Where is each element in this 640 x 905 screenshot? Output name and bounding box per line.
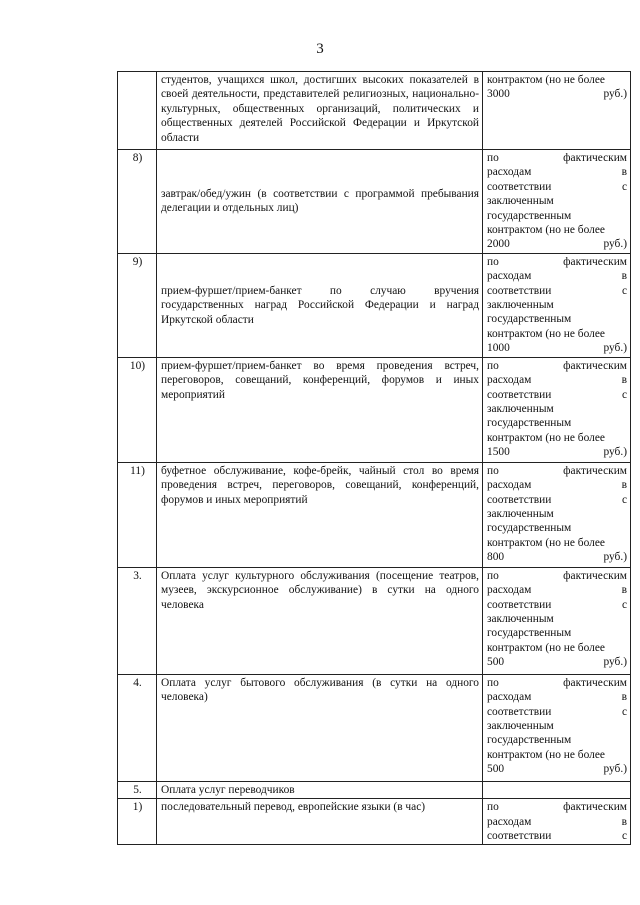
payment-limit-line: заключенным [487,720,554,733]
service-description: студентов, учащихся школ, достигших высоких показателей в своей деятельности, представителей религиозных, национально-культурных, общественных организаций, политических и общественных деятелей Российской Федерации и Иркутской области [157,72,483,150]
service-description: прием-фуршет/прием-банкет по случаю вручения государственных наград Российской Федерации и наград Иркутской области [157,253,483,357]
table-row [118,674,631,781]
row-number: 5. [133,783,142,796]
payment-limit-line: контрактом (но не более [487,431,605,444]
payment-limit-line: расходам в [487,691,627,704]
service-description: прием-фуршет/прием-банкет во время проведения встреч, переговоров, совещаний, конференций, форумов и иных мероприятий [157,357,483,462]
table-row [118,567,631,674]
payment-limit-line: государственным [487,627,572,640]
payment-limit-cell [483,253,631,357]
row-number-cell [118,674,157,781]
payment-limit-line: государственным [487,734,572,747]
payment-limit-line: соответствии с [487,493,627,506]
table-row [118,150,631,254]
row-number-cell [118,357,157,462]
page-number: 3 [316,41,324,57]
table-row [118,253,631,357]
payment-limit-line: по фактическим [487,152,627,164]
payment-limit-line: заключенным [487,613,554,626]
expense-norms-table [117,71,631,845]
row-number-cell [118,150,157,254]
payment-limit-line: по фактическим [487,676,627,689]
service-description: Оплата услуг культурного обслуживания (посещение театров, музеев, экскурсионное обслуживание) в сутки на одного человека [157,567,483,674]
payment-limit-line: по фактическим [487,464,627,477]
payment-limit-line: 3000 руб.) [487,88,627,101]
payment-limit-line: государственным [487,209,572,222]
service-description: Оплата услуг переводчиков [157,781,483,798]
payment-limit-cell [483,674,631,781]
payment-limit-line: по фактическим [487,359,627,372]
row-number-cell [118,253,157,357]
row-number-cell [118,799,157,845]
payment-limit-line: 500 руб.) [487,763,627,776]
payment-limit-line: государственным [487,522,572,535]
payment-limit-line: 1000 руб.) [487,342,627,355]
payment-limit-line: расходам в [487,166,627,179]
payment-limit-line: расходам в [487,374,627,387]
service-description: последовательный перевод, европейские языки (в час) [157,799,483,845]
payment-limit-line: 800 руб.) [487,551,627,564]
table-row [118,781,631,798]
payment-limit-line: 1500 руб.) [487,446,627,459]
row-number: 11) [130,464,145,477]
payment-limit-cell [483,781,631,798]
payment-limit-line: соответствии с [487,705,627,718]
payment-limit-line: расходам в [487,270,627,283]
table-row [118,462,631,567]
payment-limit-line: государственным [487,313,572,326]
payment-limit-line: контрактом (но не более [487,74,605,86]
row-number: 10) [129,359,146,372]
payment-limit-line: по фактическим [487,255,627,268]
payment-limit-line: заключенным [487,508,554,521]
row-number-cell [118,462,157,567]
row-number-cell [118,567,157,674]
payment-limit-line: контрактом (но не более [487,536,605,549]
payment-limit-line: по фактическим [487,569,627,582]
payment-limit-line: расходам в [487,584,627,597]
payment-limit-line: заключенным [487,403,554,416]
row-number: 8) [132,152,143,164]
payment-limit-line: заключенным [487,195,554,208]
row-number: 4. [133,676,142,689]
table-row [118,799,631,845]
service-description: завтрак/обед/ужин (в соответствии с программой пребывания делегации и отдельных лиц) [157,150,483,254]
payment-limit-line: контрактом (но не более [487,641,605,654]
row-number: 9) [132,255,143,268]
payment-limit-line: по фактическим [487,801,627,814]
payment-limit-line: контрактом (но не более [487,224,605,237]
payment-limit-line: расходам в [487,815,627,828]
row-number: 3. [133,569,142,582]
table-row [118,357,631,462]
payment-limit-cell [483,72,631,150]
payment-limit-line: заключенным [487,299,554,312]
payment-limit-line: контрактом (но не более [487,327,605,340]
row-number-cell [118,781,157,798]
payment-limit-line: соответствии с [487,830,627,843]
payment-limit-cell [483,799,631,845]
payment-limit-line: соответствии с [487,598,627,611]
service-description: буфетное обслуживание, кофе-брейк, чайный стол во время проведения встреч, переговоров, совещаний, конференций, форумов и иных мероприятий [157,462,483,567]
payment-limit-line: контрактом (но не более [487,748,605,761]
row-number: 1) [132,801,143,814]
service-description: Оплата услуг бытового обслуживания (в сутки на одного человека) [157,674,483,781]
payment-limit-line: соответствии с [487,388,627,401]
payment-limit-line: соответствии с [487,284,627,297]
payment-limit-cell [483,357,631,462]
payment-limit-line: 2000 руб.) [487,238,627,251]
payment-limit-cell [483,462,631,567]
row-number-cell [118,72,157,150]
payment-limit-line: 500 руб.) [487,656,627,669]
payment-limit-line: соответствии с [487,180,627,193]
payment-limit-line: расходам в [487,479,627,492]
payment-limit-cell [483,567,631,674]
table-row [118,72,631,150]
payment-limit-line: государственным [487,417,572,430]
payment-limit-cell [483,150,631,254]
